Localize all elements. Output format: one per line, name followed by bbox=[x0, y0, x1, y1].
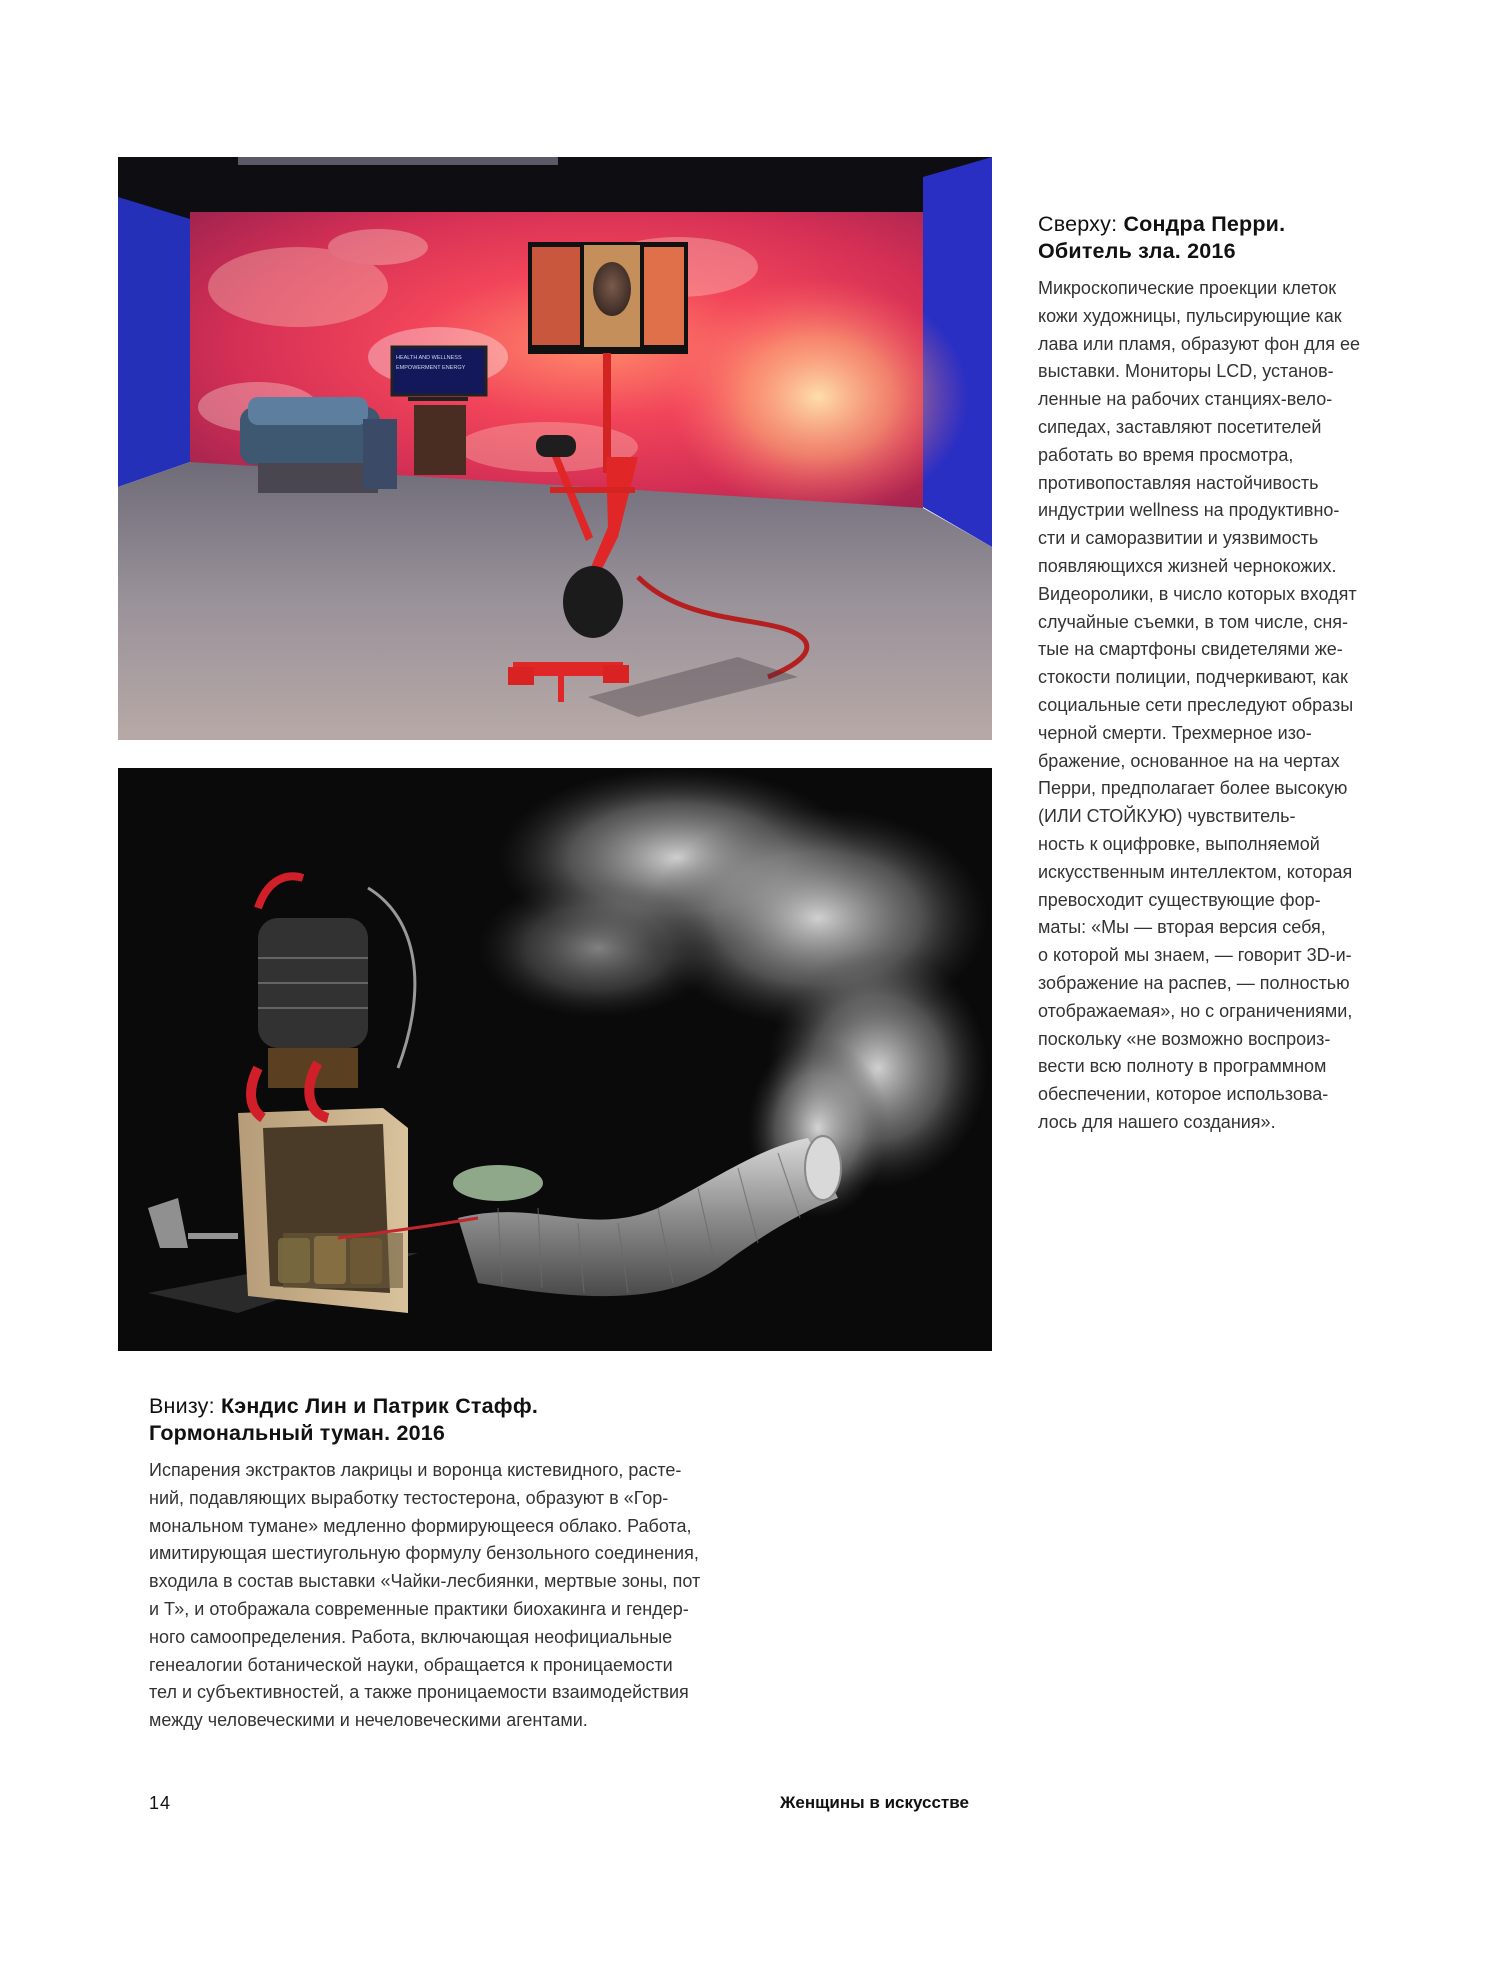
caption-bottom-title-line2: Гормональный туман. 2016 bbox=[149, 1421, 446, 1445]
caption-top-line: превосходит существующие фор- bbox=[1038, 889, 1321, 910]
caption-top-line: бражение, основанное на на чертах bbox=[1038, 750, 1340, 771]
small-monitor-text-1: HEALTH AND WELLNESS bbox=[396, 355, 462, 361]
caption-top-line: черной смерти. Трехмерное изо- bbox=[1038, 722, 1312, 743]
triptych-right-panel bbox=[644, 247, 684, 345]
duct-opening bbox=[805, 1136, 841, 1200]
caption-bottom-line: тел и субъективностей, а также проницаемости взаимодействия bbox=[149, 1682, 689, 1703]
caption-top-line: индустрии wellness на продуктивно- bbox=[1038, 500, 1340, 521]
caption-top-line: выставки. Мониторы LCD, установ- bbox=[1038, 361, 1334, 382]
caption-top-line: о которой мы знаем, — говорит 3D-и- bbox=[1038, 945, 1352, 966]
caption-bottom-line: и Т», и отображала современные практики биохакинга и гендер- bbox=[149, 1598, 689, 1619]
flywheel bbox=[563, 566, 623, 638]
glass-jars bbox=[278, 1236, 382, 1284]
caption-top-line: тые на смартфоны свидетелями же- bbox=[1038, 639, 1343, 660]
caption-top-line: работать во время просмотра, bbox=[1038, 444, 1294, 465]
caption-top-line: Перри, предполагает более высокую bbox=[1038, 778, 1348, 799]
caption-top-line: поскольку «не возможно воспроиз- bbox=[1038, 1028, 1331, 1049]
triptych-left-panel bbox=[532, 247, 580, 345]
caption-top-line: ленные на рабочих станциях-вело- bbox=[1038, 389, 1333, 410]
caption-top-line: искусственным интеллектом, которая bbox=[1038, 861, 1353, 882]
photo-top-svg bbox=[118, 157, 992, 740]
caption-top-line: Видеоролики, в число которых входят bbox=[1038, 583, 1357, 604]
caption-top-title bbox=[1038, 211, 1378, 265]
caption-top-line: Микроскопические проекции клеток bbox=[1038, 278, 1337, 298]
caption-top-line: (ИЛИ СТОЙКУЮ) чувствитель- bbox=[1038, 806, 1296, 827]
caption-top-body bbox=[1038, 275, 1378, 1137]
photo-top-installation bbox=[118, 157, 992, 740]
small-monitor-text-2: EMPOWERMENT ENERGY bbox=[396, 365, 466, 371]
green-bowl bbox=[453, 1165, 543, 1201]
caption-top-line: вести всю полноту в программном bbox=[1038, 1056, 1327, 1077]
caption-top-line: социальные сети преследуют образы bbox=[1038, 694, 1354, 715]
wooden-box bbox=[238, 1108, 408, 1313]
caption-bottom-line: мональном тумане» медленно формирующееся облако. Работа, bbox=[149, 1515, 692, 1536]
caption-top-title-line2: Обитель зла. 2016 bbox=[1038, 239, 1236, 263]
caption-bottom-title bbox=[149, 1393, 729, 1447]
photo-bottom-installation bbox=[118, 768, 992, 1351]
caption-top-line: лось для нашего создания». bbox=[1038, 1111, 1276, 1132]
caption-bottom bbox=[149, 1393, 729, 1735]
caption-top-line: противопоставляя настойчивость bbox=[1038, 472, 1319, 493]
caption-bottom-line: имитирующая шестиугольную формулу бензольного соединения, bbox=[149, 1543, 699, 1564]
projection-hot-spot bbox=[668, 277, 968, 517]
caption-bottom-line: генеалогии ботанической науки, обращается к проницаемости bbox=[149, 1654, 673, 1675]
caption-top-line: случайные съемки, в том числе, сня- bbox=[1038, 611, 1349, 632]
caption-bottom-body bbox=[149, 1457, 729, 1735]
caption-top-line: маты: «Мы — вторая версия себя, bbox=[1038, 917, 1326, 938]
caption-top-line: лава или пламя, образуют фон для ее bbox=[1038, 333, 1360, 354]
face-projection bbox=[593, 262, 631, 316]
caption-top-prefix: Сверху: bbox=[1038, 212, 1124, 236]
caption-bottom-title-line1: Кэндис Лин и Патрик Стафф. bbox=[220, 1394, 539, 1418]
caption-top-line: сипедах, заставляют посетителей bbox=[1038, 416, 1322, 437]
caption-top-line: кожи художницы, пульсирующие как bbox=[1038, 305, 1342, 326]
ceiling-light bbox=[238, 157, 558, 165]
caption-top-line: сти и саморазвитии и уязвимость bbox=[1038, 528, 1319, 549]
caption-top-title-line1: Сондра Перри. bbox=[1123, 212, 1286, 236]
caption-top-line: стокости полиции, подчеркивают, как bbox=[1038, 667, 1348, 688]
caption-bottom-line: Испарения экстрактов лакрицы и воронца кистевидного, расте- bbox=[149, 1460, 682, 1480]
caption-top-line: обеспечении, которое использова- bbox=[1038, 1084, 1329, 1105]
running-head: Женщины в искусстве bbox=[780, 1793, 969, 1812]
caption-top-line: появляющихся жизней чернокожих. bbox=[1038, 555, 1337, 576]
caption-top bbox=[1038, 211, 1378, 1137]
caption-top-line: ность к оцифровке, выполняемой bbox=[1038, 833, 1320, 854]
caption-bottom-line: ного самоопределения. Работа, включающая неофициальные bbox=[149, 1626, 673, 1647]
caption-bottom-line: ний, подавляющих выработку тестостерона, образуют в «Гор- bbox=[149, 1487, 669, 1508]
left-blue-wall bbox=[118, 197, 190, 487]
caption-bottom-line: входила в состав выставки «Чайки-лесбиянки, мертвые зоны, пот bbox=[149, 1571, 701, 1592]
bike-seat bbox=[536, 435, 576, 457]
page-number: 14 bbox=[149, 1793, 172, 1813]
caption-bottom-prefix: Внизу: bbox=[149, 1394, 221, 1418]
caption-bottom-line: между человеческими и нечеловеческими агентами. bbox=[149, 1710, 588, 1731]
sculpture-couch bbox=[240, 397, 397, 493]
caption-top-line: отображаемая», но с ограничениями, bbox=[1038, 1000, 1353, 1021]
caption-top-line: зображение на распев, — полностью bbox=[1038, 972, 1350, 993]
photo-bottom-svg bbox=[118, 768, 992, 1351]
